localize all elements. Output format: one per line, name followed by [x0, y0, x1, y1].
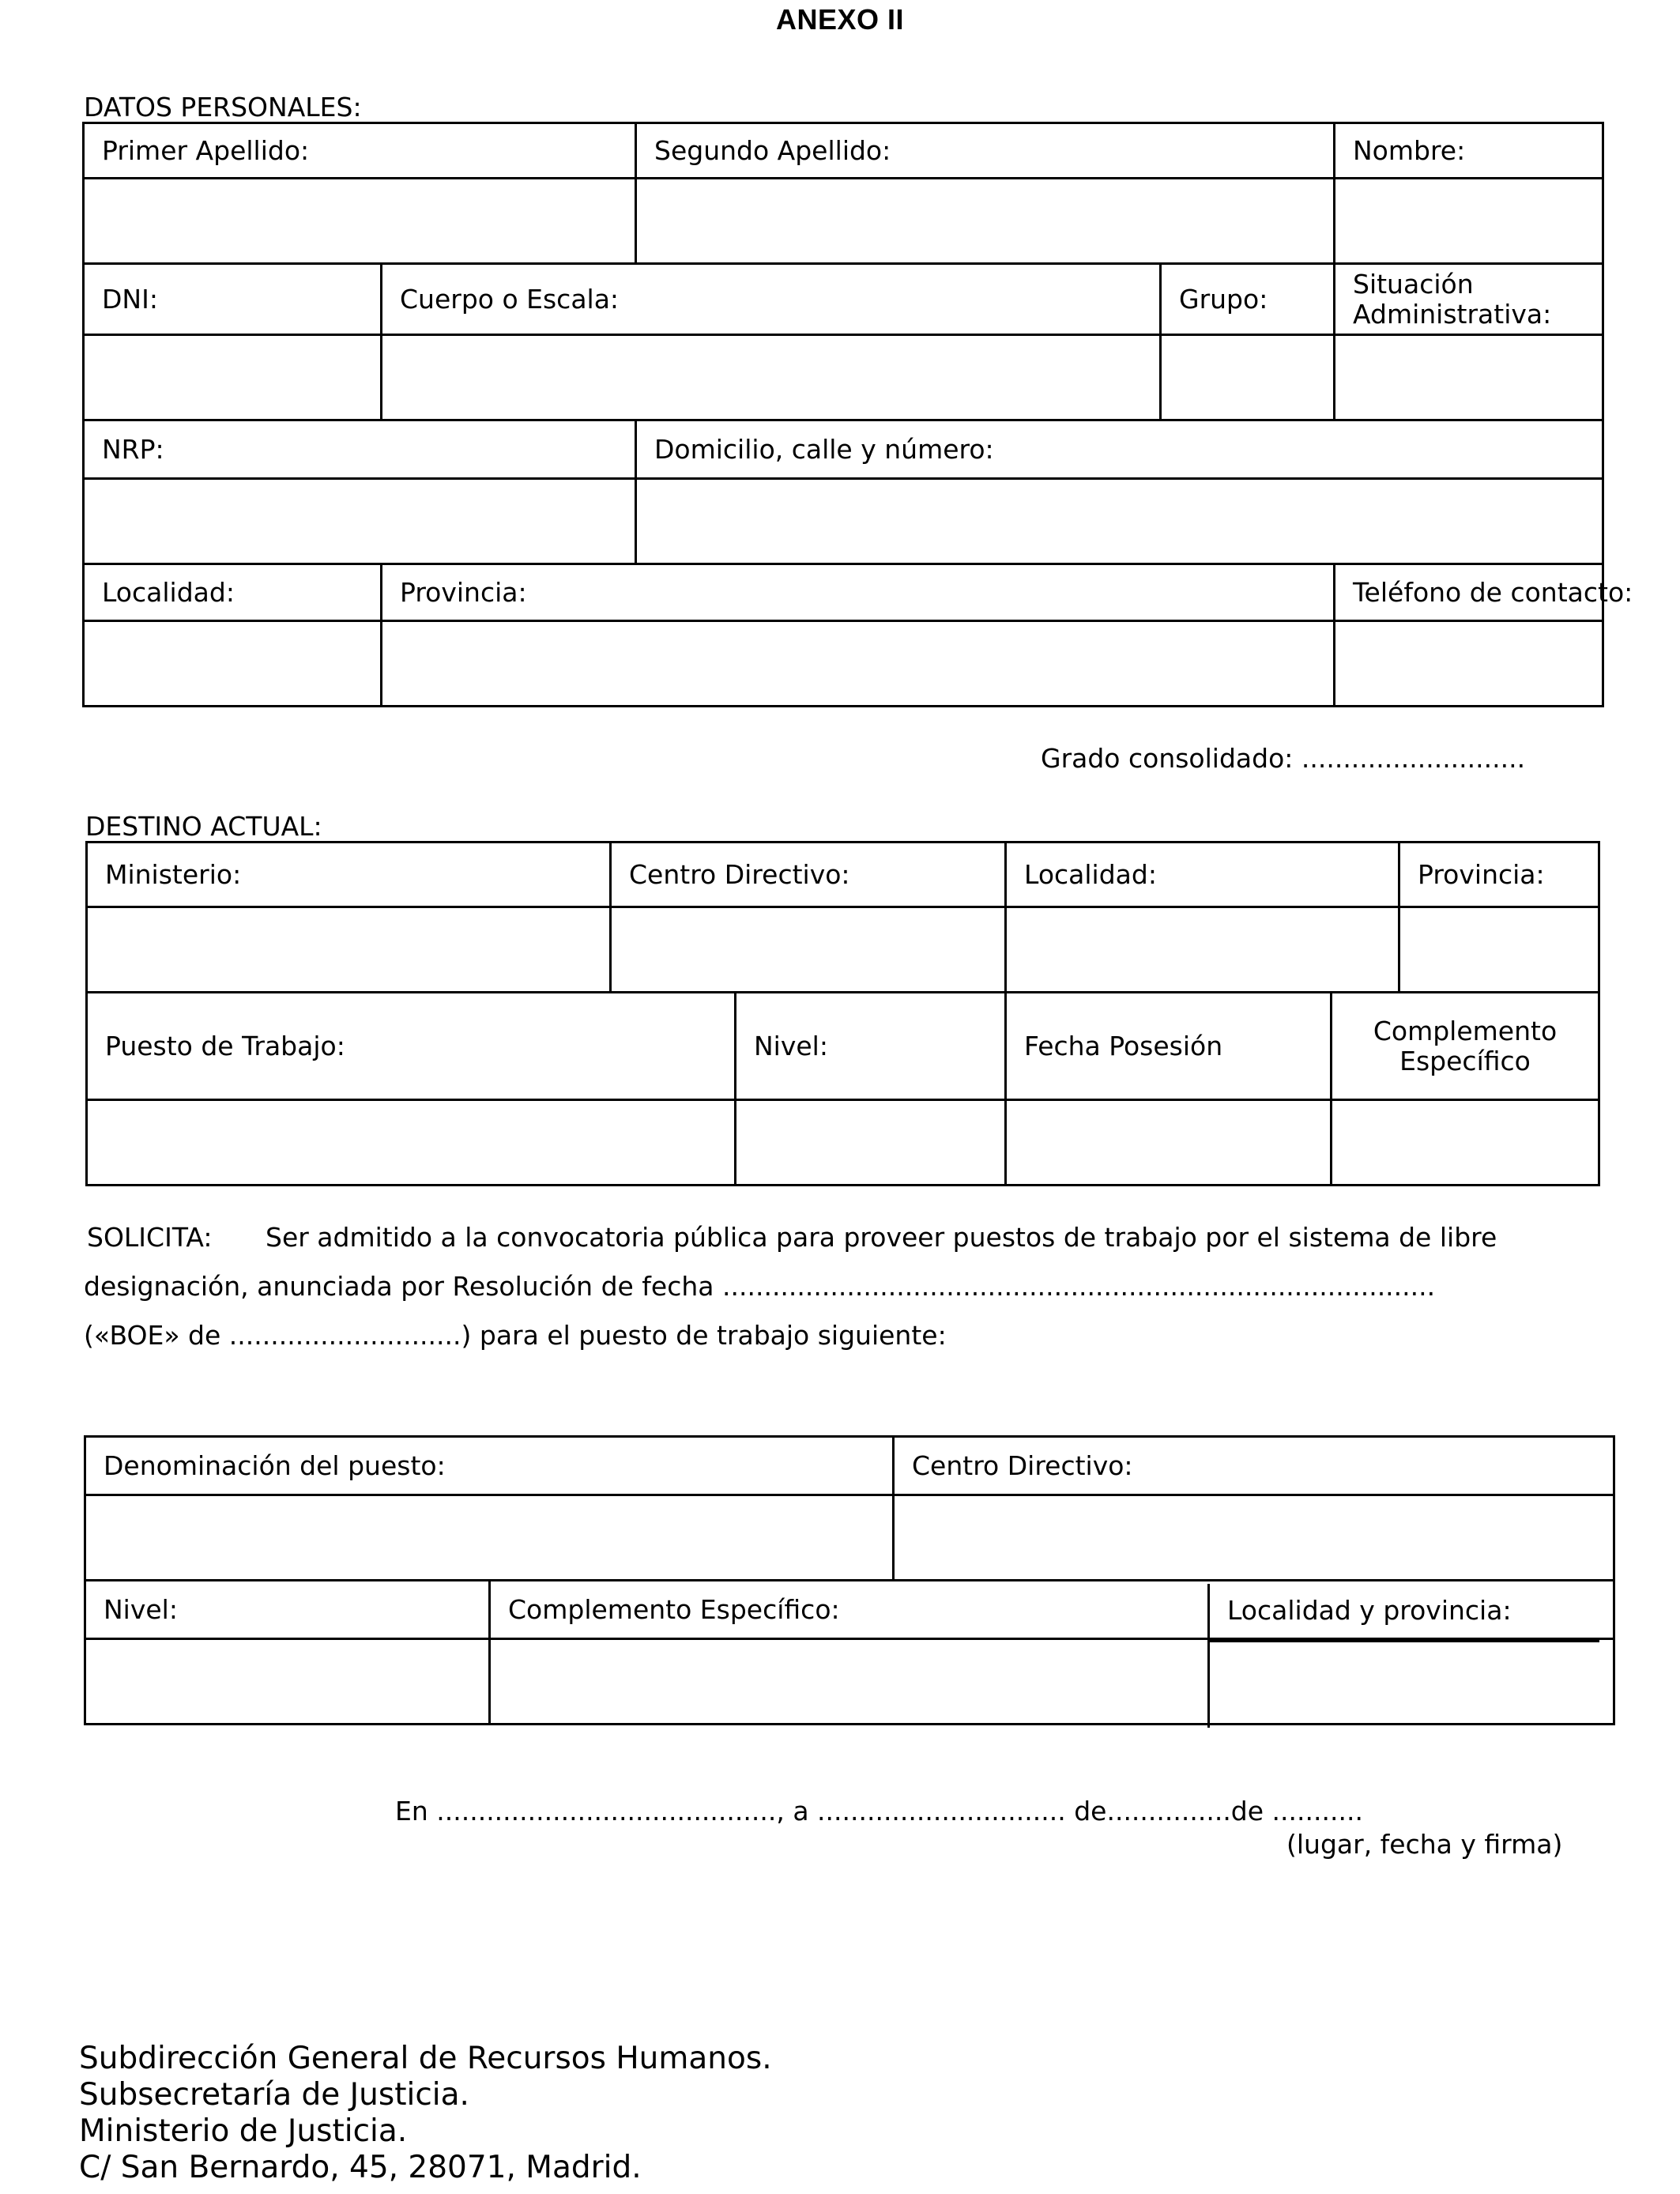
footer-line: Ministerio de Justicia.: [79, 2113, 408, 2149]
dni-field[interactable]: [84, 335, 382, 420]
lugar-fecha-line[interactable]: En ........................................., a .............................. de...............de ...........: [395, 1796, 1363, 1826]
lugar-fecha-firma-caption: (lugar, fecha y firma): [1286, 1829, 1563, 1860]
destino-actual-label: DESTINO ACTUAL:: [85, 811, 322, 842]
localidad-field[interactable]: [1006, 907, 1399, 993]
fecha-posesion-label: Fecha Posesión: [1006, 993, 1332, 1100]
nivel-label: Nivel:: [85, 1581, 490, 1639]
destino-actual-table: [85, 841, 1600, 1186]
cuerpo-escala-field[interactable]: [382, 335, 1161, 420]
nivel-field[interactable]: [736, 1100, 1006, 1186]
fecha-posesion-field[interactable]: [1006, 1100, 1332, 1186]
nrp-field[interactable]: [84, 479, 636, 564]
datos-personales-table: [82, 122, 1633, 707]
telefono-label: Teléfono de contacto:: [1335, 564, 1603, 621]
denominacion-puesto-field[interactable]: [85, 1495, 894, 1581]
grupo-field[interactable]: [1161, 335, 1335, 420]
complemento-especifico-label: Complemento Específico: [1332, 993, 1599, 1100]
footer-line: Subdirección General de Recursos Humanos.: [79, 2041, 772, 2076]
grado-consolidado[interactable]: Grado consolidado: ...........................: [1041, 743, 1526, 774]
denominacion-puesto-label: Denominación del puesto:: [85, 1437, 894, 1495]
localidad-provincia-cell: [1207, 1584, 1599, 1728]
domicilio-field[interactable]: [636, 479, 1603, 564]
nombre-label: Nombre:: [1335, 123, 1603, 179]
provincia-field[interactable]: [1399, 907, 1599, 993]
segundo-apellido-field[interactable]: [636, 179, 1335, 264]
provincia-field[interactable]: [382, 621, 1335, 707]
nombre-field[interactable]: [1335, 179, 1603, 264]
primer-apellido-field[interactable]: [84, 179, 636, 264]
cuerpo-escala-label: Cuerpo o Escala:: [382, 264, 1161, 335]
ministerio-field[interactable]: [87, 907, 611, 993]
nivel-field[interactable]: [85, 1639, 490, 1725]
puesto-trabajo-field[interactable]: [87, 1100, 736, 1186]
localidad-field[interactable]: [84, 621, 382, 707]
centro-directivo-label: Centro Directivo:: [611, 843, 1006, 907]
footer-line: C/ San Bernardo, 45, 28071, Madrid.: [79, 2150, 642, 2185]
localidad-provincia-label: Localidad y provincia:: [1227, 1595, 1512, 1626]
solicita-line-2[interactable]: designación, anunciada por Resolución de fecha ......................................................................................: [84, 1271, 1436, 1302]
datos-personales-label: DATOS PERSONALES:: [84, 92, 362, 123]
complemento-especifico-label: Complemento Específico:: [490, 1581, 1614, 1639]
dni-label: DNI:: [84, 264, 382, 335]
complemento-especifico-field[interactable]: [1332, 1100, 1599, 1186]
nrp-label: NRP:: [84, 420, 636, 479]
localidad-label: Localidad:: [1006, 843, 1399, 907]
primer-apellido-label: Primer Apellido:: [84, 123, 636, 179]
provincia-label: Provincia:: [1399, 843, 1599, 907]
puesto-trabajo-label: Puesto de Trabajo:: [87, 993, 736, 1100]
situacion-administrativa-field[interactable]: [1335, 335, 1603, 420]
telefono-field[interactable]: [1335, 621, 1603, 707]
centro-directivo-label: Centro Directivo:: [894, 1437, 1614, 1495]
ministerio-label: Ministerio:: [87, 843, 611, 907]
domicilio-label: Domicilio, calle y número:: [636, 420, 1603, 479]
provincia-label: Provincia:: [382, 564, 1335, 621]
solicita-line-3[interactable]: («BOE» de ............................) para el puesto de trabajo siguiente:: [84, 1320, 947, 1351]
localidad-provincia-field[interactable]: [1210, 1642, 1599, 1728]
solicita-line-1: Ser admitido a la convocatoria pública para proveer puestos de trabajo por el sistema de libre: [266, 1222, 1497, 1253]
solicita-label: SOLICITA:: [87, 1222, 213, 1253]
segundo-apellido-label: Segundo Apellido:: [636, 123, 1335, 179]
grupo-label: Grupo:: [1161, 264, 1335, 335]
situacion-administrativa-label: Situación Administrativa:: [1335, 264, 1603, 335]
nivel-label: Nivel:: [736, 993, 1006, 1100]
footer-address: [79, 2041, 772, 2186]
centro-directivo-field[interactable]: [894, 1495, 1614, 1581]
localidad-label: Localidad:: [84, 564, 382, 621]
footer-line: Subsecretaría de Justicia.: [79, 2077, 469, 2113]
centro-directivo-field[interactable]: [611, 907, 1006, 993]
page-title: ANEXO II: [775, 3, 905, 36]
